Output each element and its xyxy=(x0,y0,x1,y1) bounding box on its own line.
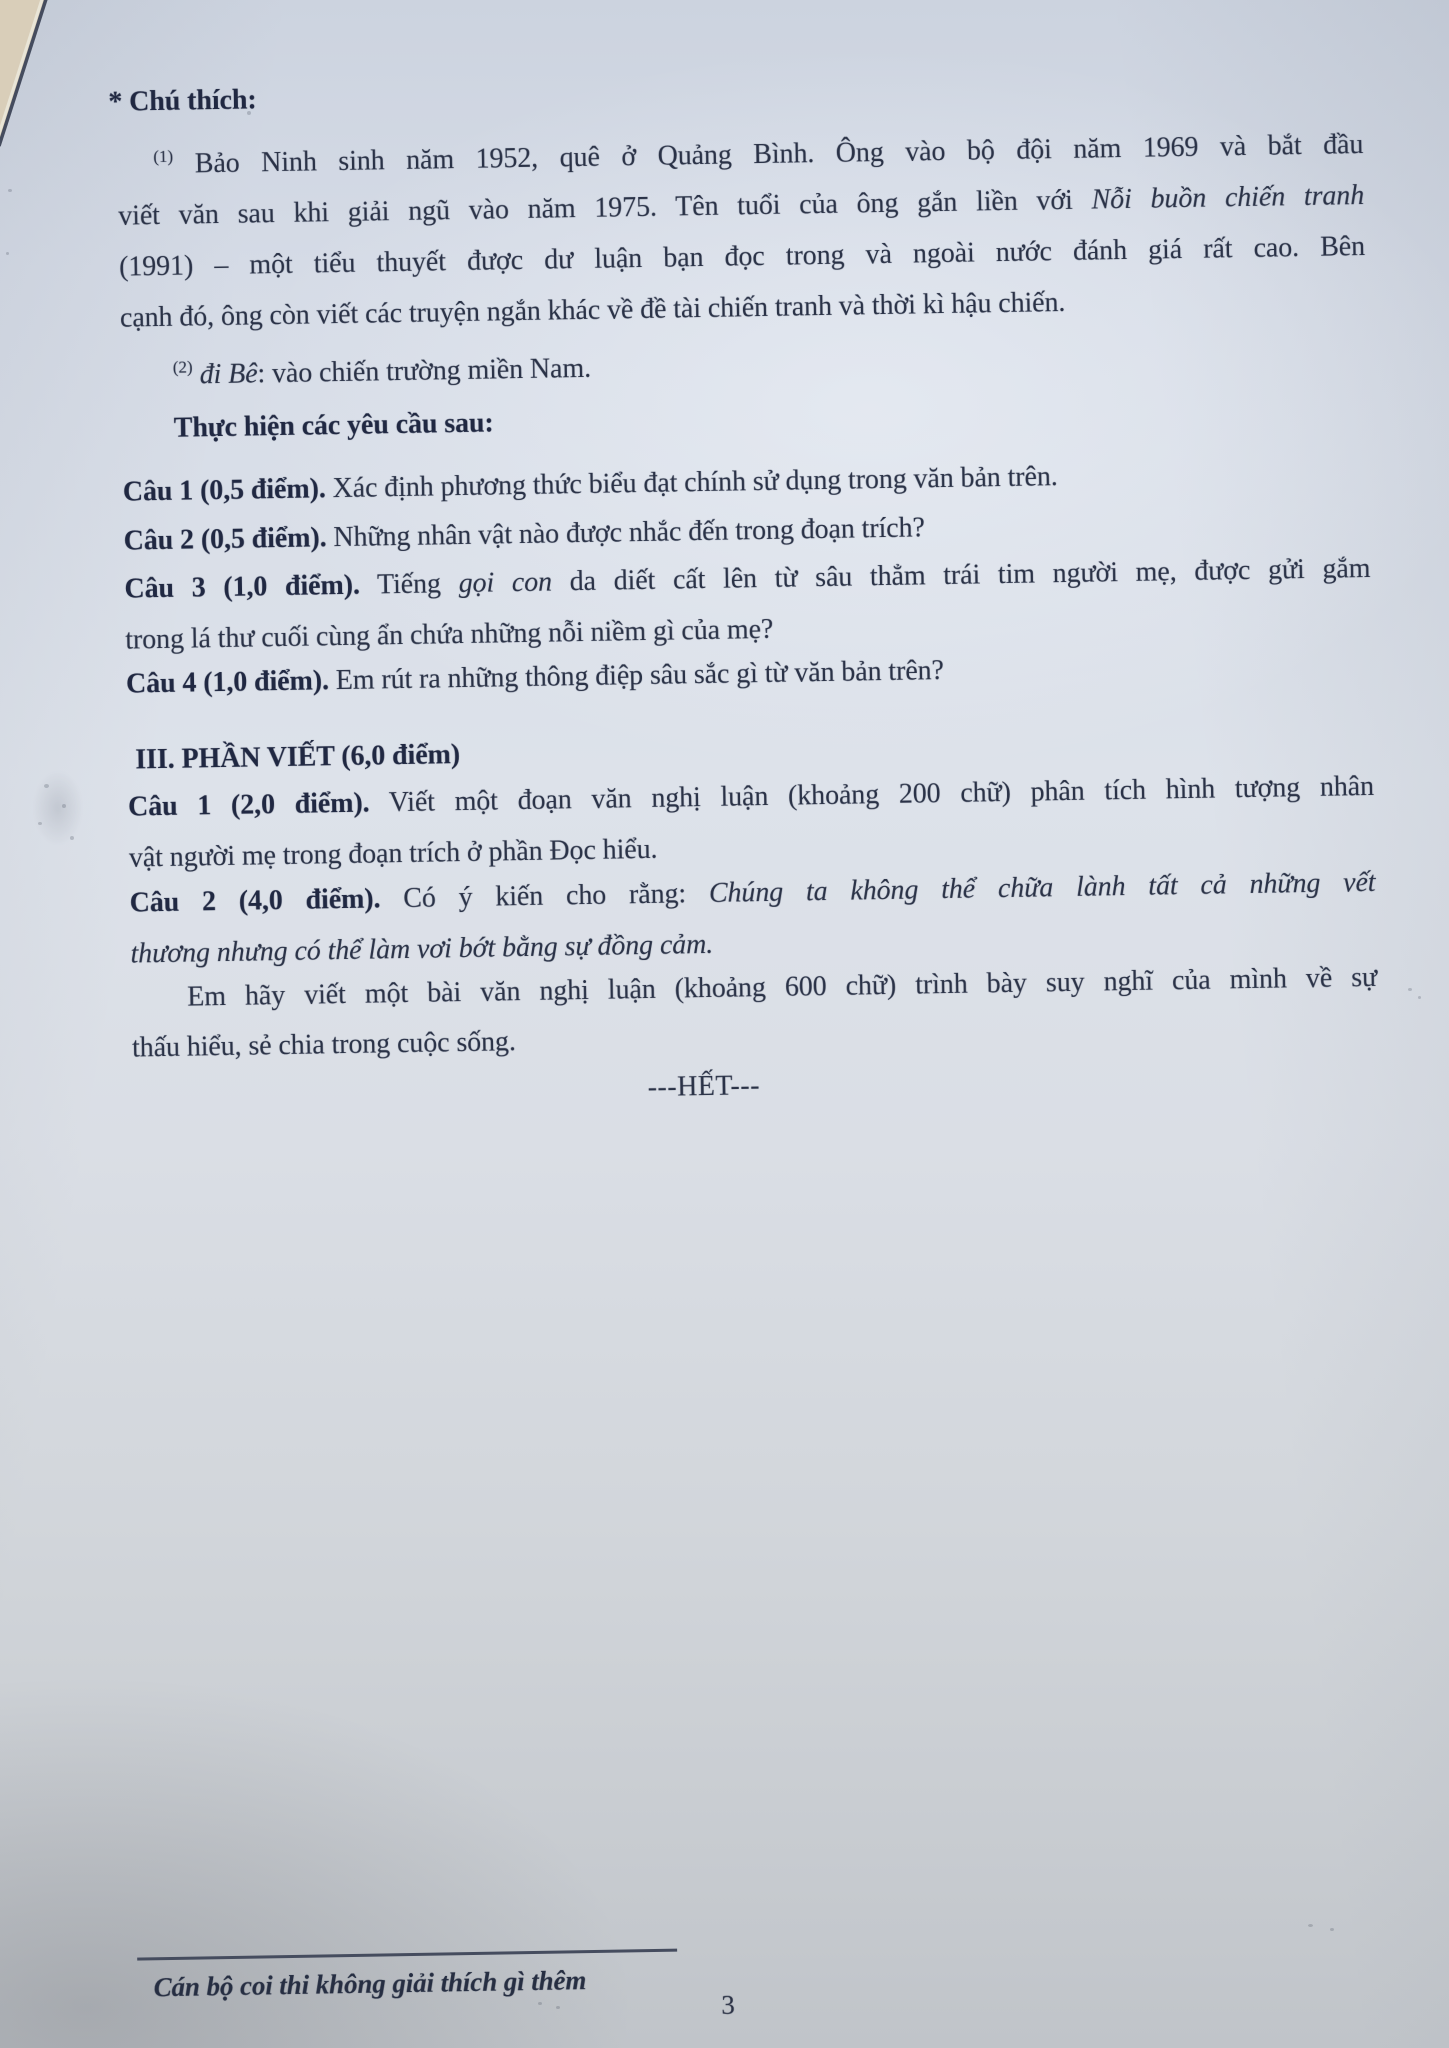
text-segment: Câu 1 (2,0 điểm). xyxy=(127,787,370,823)
paper-speck xyxy=(6,252,9,255)
paper-speck xyxy=(8,189,12,192)
exam-text-block xyxy=(96,57,1399,2048)
text-segment: Chúng ta không thể chữa lành tất cả những vết xyxy=(708,866,1376,909)
paragraph-note-1 xyxy=(117,111,1366,344)
text-segment: Thực hiện các yêu cầu sau: xyxy=(173,407,494,444)
text-segment: Nỗi buồn chiến tranh xyxy=(1091,179,1365,216)
text-segment: Em rút ra những thông điệp sâu sắc gì từ văn bản trên? xyxy=(328,655,945,697)
paper-speck xyxy=(1418,996,1421,999)
text-segment: III. PHẦN VIẾT (6,0 điểm) xyxy=(135,739,461,776)
text-segment: ---HẾT--- xyxy=(647,1070,761,1103)
text-segment: Câu 4 (1,0 điểm). xyxy=(125,665,330,700)
paper-speck xyxy=(44,784,49,788)
text-segment: viết văn sau khi giải ngũ vào năm 1975. Tên tuổi của ông gắn liền với xyxy=(118,184,1092,232)
paper-speck xyxy=(38,822,42,825)
paper-smudge xyxy=(26,760,90,856)
text-segment: * Chú thích: xyxy=(108,84,257,118)
footnote-marker: (1) xyxy=(153,146,174,167)
paper-speck xyxy=(1408,988,1412,991)
text-segment: Câu 2 (0,5 điểm). xyxy=(123,522,327,557)
text-segment: Bảo Ninh sinh năm 1952, quê ở Quảng Bình. Ông vào bộ đội năm 1969 và bắt đầu xyxy=(173,128,1364,180)
text-segment: vật người mẹ trong đoạn trích ở phần Đọc hiểu. xyxy=(128,833,658,874)
footer-proctor-note xyxy=(137,1949,678,2011)
paper-speck xyxy=(70,836,74,840)
text-segment: (1991) – một tiểu thuyết được dư luận bạn đọc trong và ngoài nước đánh giá rất cao. Bên xyxy=(118,230,1366,283)
text-segment: Câu 3 (1,0 điểm). xyxy=(124,569,361,605)
text-segment: thương nhưng có thể làm vơi bớt bằng sự đồng cảm. xyxy=(130,928,714,970)
text-segment: cạnh đó, ông còn viết các truyện ngắn khác về đề tài chiến tranh và thời kì hậu chiến. xyxy=(119,286,1066,334)
text-segment: Xác định phương thức biểu đạt chính sử dụng trong văn bản trên. xyxy=(325,461,1058,505)
footer-note-text: Cán bộ coi thi không giải thích gì thêm xyxy=(153,1965,587,2003)
text-segment: Có ý kiến cho rằng: xyxy=(380,877,710,915)
text-segment: đi Bê xyxy=(199,358,258,391)
text-segment: da diết cất lên từ sâu thẳm trái tim người mẹ, được gửi gắm xyxy=(551,552,1371,598)
text-segment: Câu 1 (0,5 điểm). xyxy=(122,473,326,508)
text-segment: Viết một đoạn văn nghị luận (khoảng 200 chữ) phân tích hình tượng nhân xyxy=(369,770,1375,819)
text-segment: thấu hiểu, sẻ chia trong cuộc sống. xyxy=(131,1026,517,1064)
text-segment: Câu 2 (4,0 điểm). xyxy=(129,883,381,919)
text-segment: Tiếng xyxy=(359,568,459,601)
text-segment: Những nhân vật nào được nhắc đến trong đoạn trích? xyxy=(326,512,926,554)
footnote-marker: (2) xyxy=(172,357,193,377)
page-corner-fold xyxy=(0,0,90,180)
paper-speck xyxy=(62,804,66,808)
text-segment: Em hãy viết một bài văn nghị luận (khoảng 600 chữ) trình bày suy nghĩ của mình về sự xyxy=(186,961,1378,1013)
page-number: 3 xyxy=(721,1989,735,2020)
text-segment: gọi con xyxy=(458,566,553,600)
text-segment: : vào chiến trường miền Nam. xyxy=(257,352,592,390)
text-segment: trong lá thư cuối cùng ẩn chứa những nỗi niềm gì của mẹ? xyxy=(125,613,774,656)
